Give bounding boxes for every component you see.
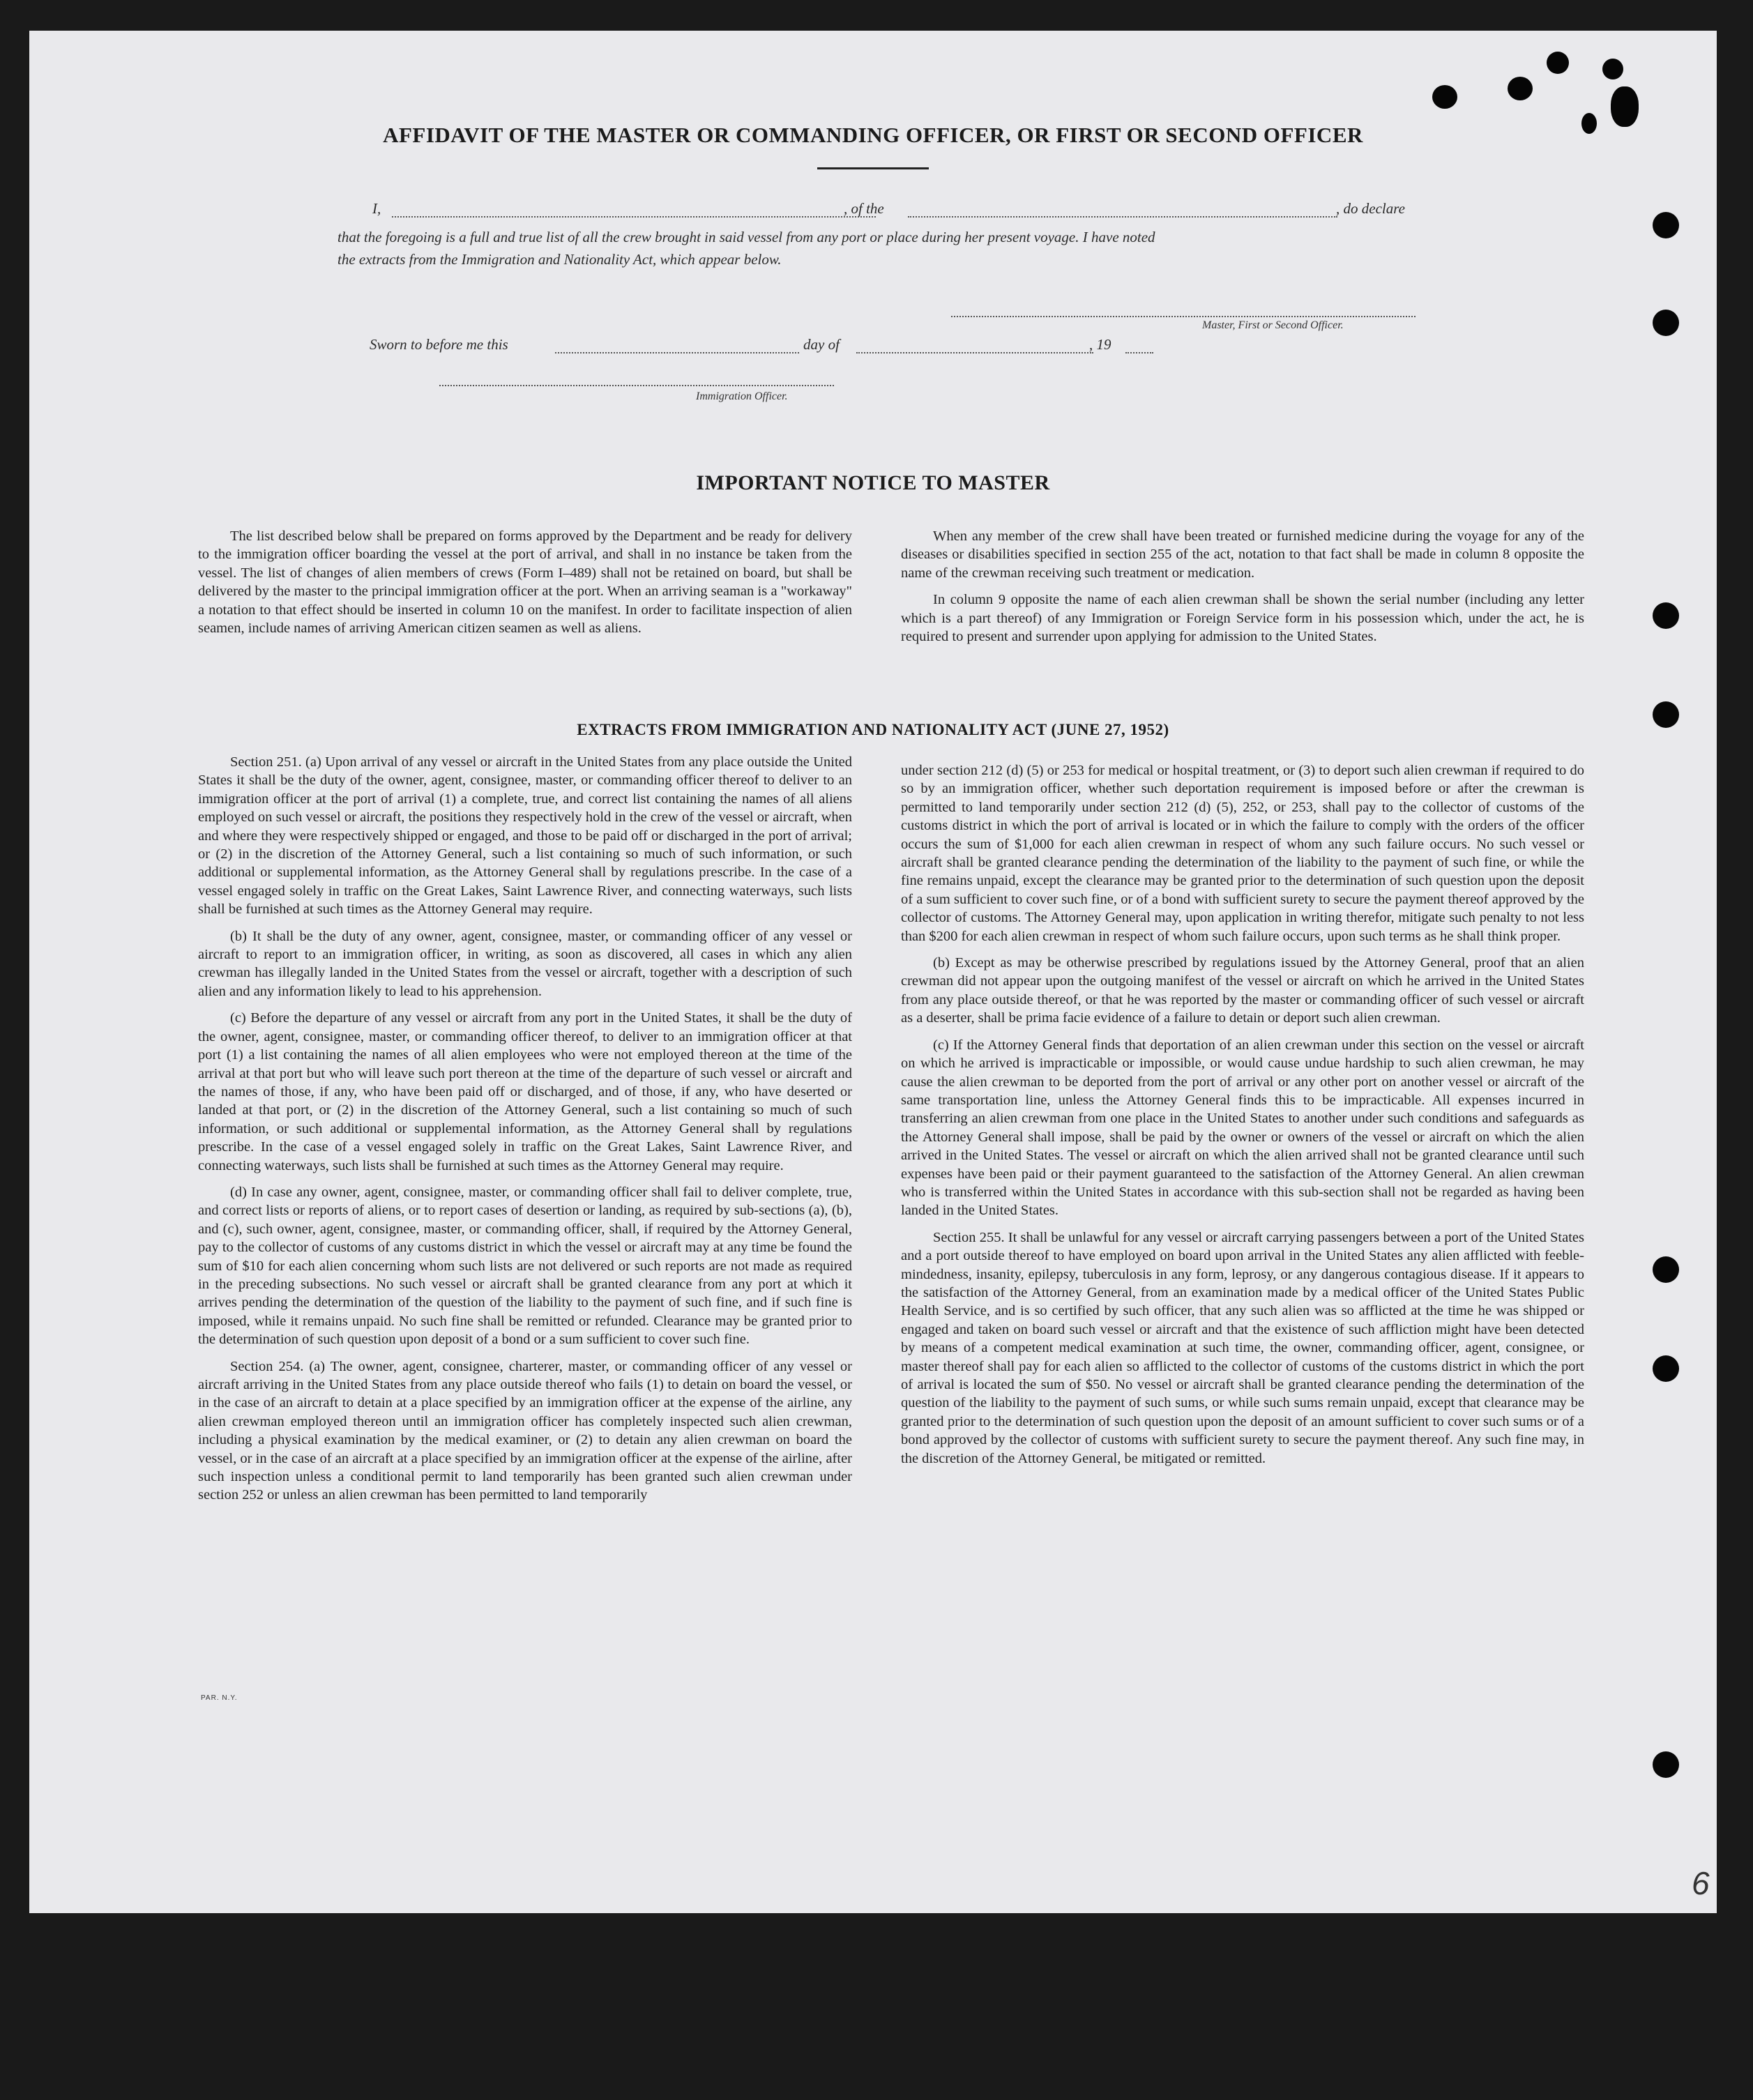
declare-label: , do declare [1336,200,1405,217]
master-signature-line[interactable] [951,316,1416,317]
year-label: , 19 [1089,336,1111,353]
ink-blot-icon [1547,52,1569,74]
notice-title: IMPORTANT NOTICE TO MASTER [696,471,1050,494]
affidavit-line-2: that the foregoing is a full and true list of all the crew brought in said vessel from any port or place during her present voyage. I have noted [337,229,1155,245]
officer-caption: Immigration Officer. [696,390,788,402]
sworn-day-blank[interactable] [555,352,799,353]
section-254-c: (c) If the Attorney General finds that deportation of an alien crewman under this section on the vessel or aircraft on which he arrived is impracticable or impossible, or would cause undue hardship to such alien crewman, he may cause the alien crewman to be deported from the port of arrival or any other port on another vessel or aircraft of the same transportation line, unless the Attorney General finds this to be impracticable. All expenses incurred in transferring an alien crewman from one place in the United States to another under such conditions and safeguards as the Attorney General shall impose, shall be paid by the owner or owners of the vessel or aircraft on which the alien arrived in the United States. The vessel or aircraft on which the alien arrived shall not be granted clearance until such expenses have been paid or their payment guaranteed to the satisfaction of the Attorney General. An alien crewman who is transferred within the United States in accordance with this sub-section shall not be regarded as having been landed in the United States. [901,1037,1584,1219]
affidavit-line-3: the extracts from the Immigration and Nationality Act, which appear below. [337,251,782,268]
extracts-left-column [198,753,852,1513]
officer-signature-line[interactable] [439,385,834,386]
section-255: Section 255. It shall be unlawful for any vessel or aircraft carrying passengers between a port of the United States and a port outside thereof to have employed on board upon arrival in the United States any alien afflicted with feeble-mindedness, insanity, epilepsy, tuberculosis in any form, leprosy, or any dangerous contagious disease. If it appears to the satisfaction of the Attorney General, from an examination made by a medical officer of the United States Public Health Service, and is so certified by such officer, that any such alien was so afflicted at the time he was shipped or engaged and taken on board such vessel or aircraft and that the existence of such affliction might have been detected by means of a competent medical examination at such time, the owner, commanding officer, agent, consignee, or master thereof shall pay for each alien so afflicted to the collector of customs of the customs district in which the port of arrival is located the sum of $50. No vessel or aircraft shall be granted clearance pending the determination of the question of the liability to the payment of such sums, or while such sums remain unpaid, except that clearance may be granted prior to the determination of such question upon the deposit of an amount sufficient to cover such sums or of a bond approved by the collector of customs with sufficient surety to secure the payment thereof. Any such fine may, in the discretion of the Attorney General, be mitigated or remitted. [901,1229,1584,1466]
section-251-a: Section 251. (a) Upon arrival of any vessel or aircraft in the United States from any place outside the United States it shall be the duty of the owner, agent, consignee, master, or commanding officer thereof to deliver to an immigration officer at the port of arrival (1) a complete, true, and correct list containing the names of all aliens employed on such vessel or aircraft, the positions they respectively hold in the crew of the vessel or aircraft, when and where they were respectively shipped or engaged, and those to be paid off or discharged in the port of arrival; or (2) in the discretion of the Attorney General, such a list containing so much of such information, or such additional or supplemental information, as the Attorney General shall by regulations prescribe. In the case of a vessel engaged solely in traffic on the Great Lakes, Saint Lawrence River, and connecting waterways, such lists shall be furnished at such times as the Attorney General may require. [198,754,852,918]
ink-blot-icon [1581,113,1597,134]
sworn-month-blank[interactable] [856,352,1093,353]
notice-paragraph: The list described below shall be prepared on forms approved by the Department and be ready for delivery to the immigration officer boarding the vessel at the port of arrival, and shall in no instance be taken from the vessel. The list of changes of alien members of crews (Form I–489) shall not be retained on board, but shall be delivered by the master to the principal immigration officer at the port. When an arriving seaman is a "workaway" a notation to that effect should be inserted in column 10 on the manifest. In order to facilitate inspection of alien seamen, include names of arriving American citizen seamen as well as aliens. [198,528,852,637]
day-of-label: day of [803,336,840,353]
print-mark: PAR. N.Y. [201,1694,238,1702]
section-254-a: Section 254. (a) The owner, agent, consignee, charterer, master, or commanding officer of any vessel or aircraft arriving in the United States from any place outside thereof who fails (1) to detain on board the vessel, or in the case of an aircraft to detain at a place specified by an immigration officer at the expense of the airline, any alien crewman employed thereon until an immigration officer has completely inspected such alien crewman, including a physical examination by the medical examiner, or (2) to detain any alien crewman on board the vessel, or in the case of an aircraft at a place specified by an immigration officer at the expense of the airline, after such inspection unless a conditional permit to land temporarily has been granted such alien crewman under section 252 or unless an alien crewman has been permitted to land temporarily [198,1358,852,1503]
ink-blot-icon [1508,77,1533,100]
i-label: I, [372,200,381,217]
notice-paragraph: In column 9 opposite the name of each alien crewman shall be shown the serial number (including any letter which is a part thereof) of any Immigration or Foreign Service form in his possession which, under the act, he is required to present and surrender upon applying for admission to the United States. [901,592,1584,645]
binder-hole-icon [1653,1355,1679,1382]
section-251-c: (c) Before the departure of any vessel or aircraft from any port in the United States, it shall be the duty of the owner, agent, consignee, master, or commanding officer thereof, to deliver to an immigration officer at that port (1) a list containing the names of all alien employees who were not employed thereon at the time of the arrival at that port but who will leave such port thereon at the time of the departure of such vessel or aircraft and the names of those, if any, who have been paid off or discharged, and of those, if any, who have deserted or landed at that port, or (2) in the discretion of the Attorney General, such a list containing so much of such information, or such additional or supplemental information, as the Attorney General shall by regulations prescribe. In the case of a vessel engaged solely in traffic on the Great Lakes, Saint Lawrence River, and connecting waterways, such lists shall be furnished at such times as the Attorney General may require. [198,1010,852,1173]
notice-paragraph: When any member of the crew shall have been treated or furnished medicine during the voyage for any of the diseases or disabilities specified in section 255 of the act, notation to that fact shall be made in column 8 opposite the name of the crewman receiving such treatment or medication. [901,528,1584,581]
section-251-d: (d) In case any owner, agent, consignee, master, or commanding officer shall fail to deliver complete, true, and correct lists or reports of aliens, or to report cases of desertion or landing, as required by sub-sections (a), (b), and (c), such owner, agent, consignee, master, or commanding officer, shall, if required by the Attorney General, pay to the collector of customs of any customs district in which the vessel or aircraft may at any time be found the sum of $10 for each alien concerning whom such lists are not delivered or such reports are not made as required in the preceding subsections. No such vessel or aircraft shall be granted clearance from any port at which it arrives pending the determination of the question of the liability to the payment of such fine, and if such fine is imposed, while it remains unpaid. No such fine shall be remitted or refunded. Clearance may be granted prior to the determination of such question upon deposit of a bond or a sum sufficient to cover such fine. [198,1184,852,1348]
binder-hole-icon [1653,1751,1679,1778]
notice-right-column [901,527,1584,654]
binder-hole-icon [1653,310,1679,336]
title-rule [817,167,929,169]
section-254-b: (b) Except as may be otherwise prescribed by regulations issued by the Attorney General, proof that an alien crewman did not appear upon the outgoing manifest of the vessel or aircraft on which he arrived in the United States from any place outside thereof, or that he was reported by the master or commanding officer of such vessel or aircraft as a deserter, shall be prima facie evidence of a failure to detain or deport such alien crewman. [901,955,1584,1026]
ink-blot-icon [1611,86,1639,127]
binder-hole-icon [1653,602,1679,629]
affidavit-title: AFFIDAVIT OF THE MASTER OR COMMANDING OFFICER, OR FIRST OR SECOND OFFICER [383,123,1363,147]
page-number: 6 [1692,1865,1710,1901]
section-254-a-continued: under section 212 (d) (5) or 253 for medical or hospital treatment, or (3) to deport such alien crewman if required to do so by an immigration officer, whether such deportation requirement is imposed before or after the crewman is permitted to land temporarily under section 212 (d) (5), 252, or 253, shall pay to the collector of customs of the customs district in which the port of arrival is located or in which the failure to comply with the orders of the officer occurs the sum of $1,000 for each alien crewman in respect of whom any such failure occurs. No such vessel or aircraft shall be granted clearance pending the determination of the liability to the payment of such fine, or while the fine remains unpaid, except the clearance may be granted prior to the determination of such question upon the deposit of a sum sufficient to cover such fine, or of a bond with sufficient surety to secure the payment thereof approved by the collector of customs. The Attorney General may, upon application in writing therefor, mitigate such penalty to not less than $200 for each alien crewman in respect of whom such failure occurs, upon such terms as he shall think proper. [901,763,1584,944]
extracts-right-column [901,761,1584,1476]
notice-left-column [198,527,852,646]
vessel-blank[interactable] [908,216,1337,218]
year-blank[interactable] [1125,352,1153,353]
section-251-b: (b) It shall be the duty of any owner, agent, consignee, master, or commanding officer of any vessel or aircraft to report to an immigration officer, in writing, as soon as discovered, all cases in which any alien crewman has illegally landed in the United States from the vessel or aircraft, together with a description of such alien and any information likely to lead to his apprehension. [198,928,852,999]
ink-blot-icon [1432,85,1457,109]
binder-hole-icon [1653,212,1679,238]
master-caption: Master, First or Second Officer. [1202,319,1344,331]
extracts-title: EXTRACTS FROM IMMIGRATION AND NATIONALITY ACT (JUNE 27, 1952) [577,721,1169,738]
ink-blot-icon [1602,59,1623,79]
document-page [29,31,1717,1913]
name-blank[interactable] [392,216,876,218]
binder-hole-icon [1653,1256,1679,1283]
sworn-label: Sworn to before me this [370,336,508,353]
of-the-label: , of the [844,200,884,217]
binder-hole-icon [1653,701,1679,728]
